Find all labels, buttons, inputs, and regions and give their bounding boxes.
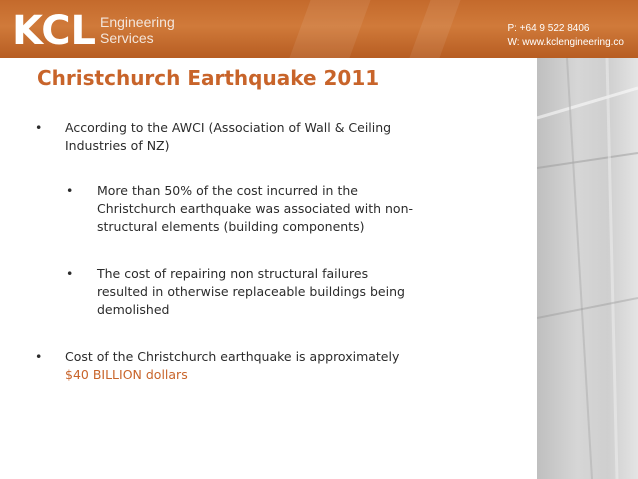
logo-text: KCL [12,8,97,50]
bullet-marker: • [35,120,43,135]
bullet-line: resulted in otherwise replaceable buildings being [97,284,405,299]
bullet-line: Industries of NZ) [65,138,170,153]
bullet-line: Christchurch earthquake was associated with non- [97,201,414,216]
bullet-text [97,265,405,319]
brand-line-2: Services [100,30,154,46]
kcl-logo [12,6,100,50]
brand-subtitle [100,14,175,46]
website-link[interactable]: W: www.kclengineering.co [507,37,624,48]
bullet-line: The cost of repairing non structural failures [97,266,369,281]
bullet-line: demolished [97,302,170,317]
bullet-text [97,182,413,236]
brand-line-1: Engineering [100,14,175,30]
bullet-line: According to the AWCI (Association of Wall & Ceiling [65,120,392,135]
bullet-marker: • [35,349,43,364]
bullet-text [65,119,391,155]
cost-highlight: $40 BILLION dollars [65,367,188,382]
slide-title: Christchurch Earthquake 2011 [37,66,380,90]
header-banner [0,0,638,58]
bullet-line: Cost of the Christchurch earthquake is approximately [65,349,400,364]
contact-info [507,22,624,50]
photo-lines [537,58,638,479]
header-streak [409,0,460,58]
header-streak [289,0,370,58]
bullet-line: structural elements (building components) [97,219,365,234]
bullet-text [65,348,399,384]
phone-number: P: +64 9 522 8406 [507,23,590,34]
bullet-marker: • [66,183,74,198]
bullet-line: More than 50% of the cost incurred in the [97,183,358,198]
decorative-photo-strip [537,58,638,479]
bullet-marker: • [66,266,74,281]
